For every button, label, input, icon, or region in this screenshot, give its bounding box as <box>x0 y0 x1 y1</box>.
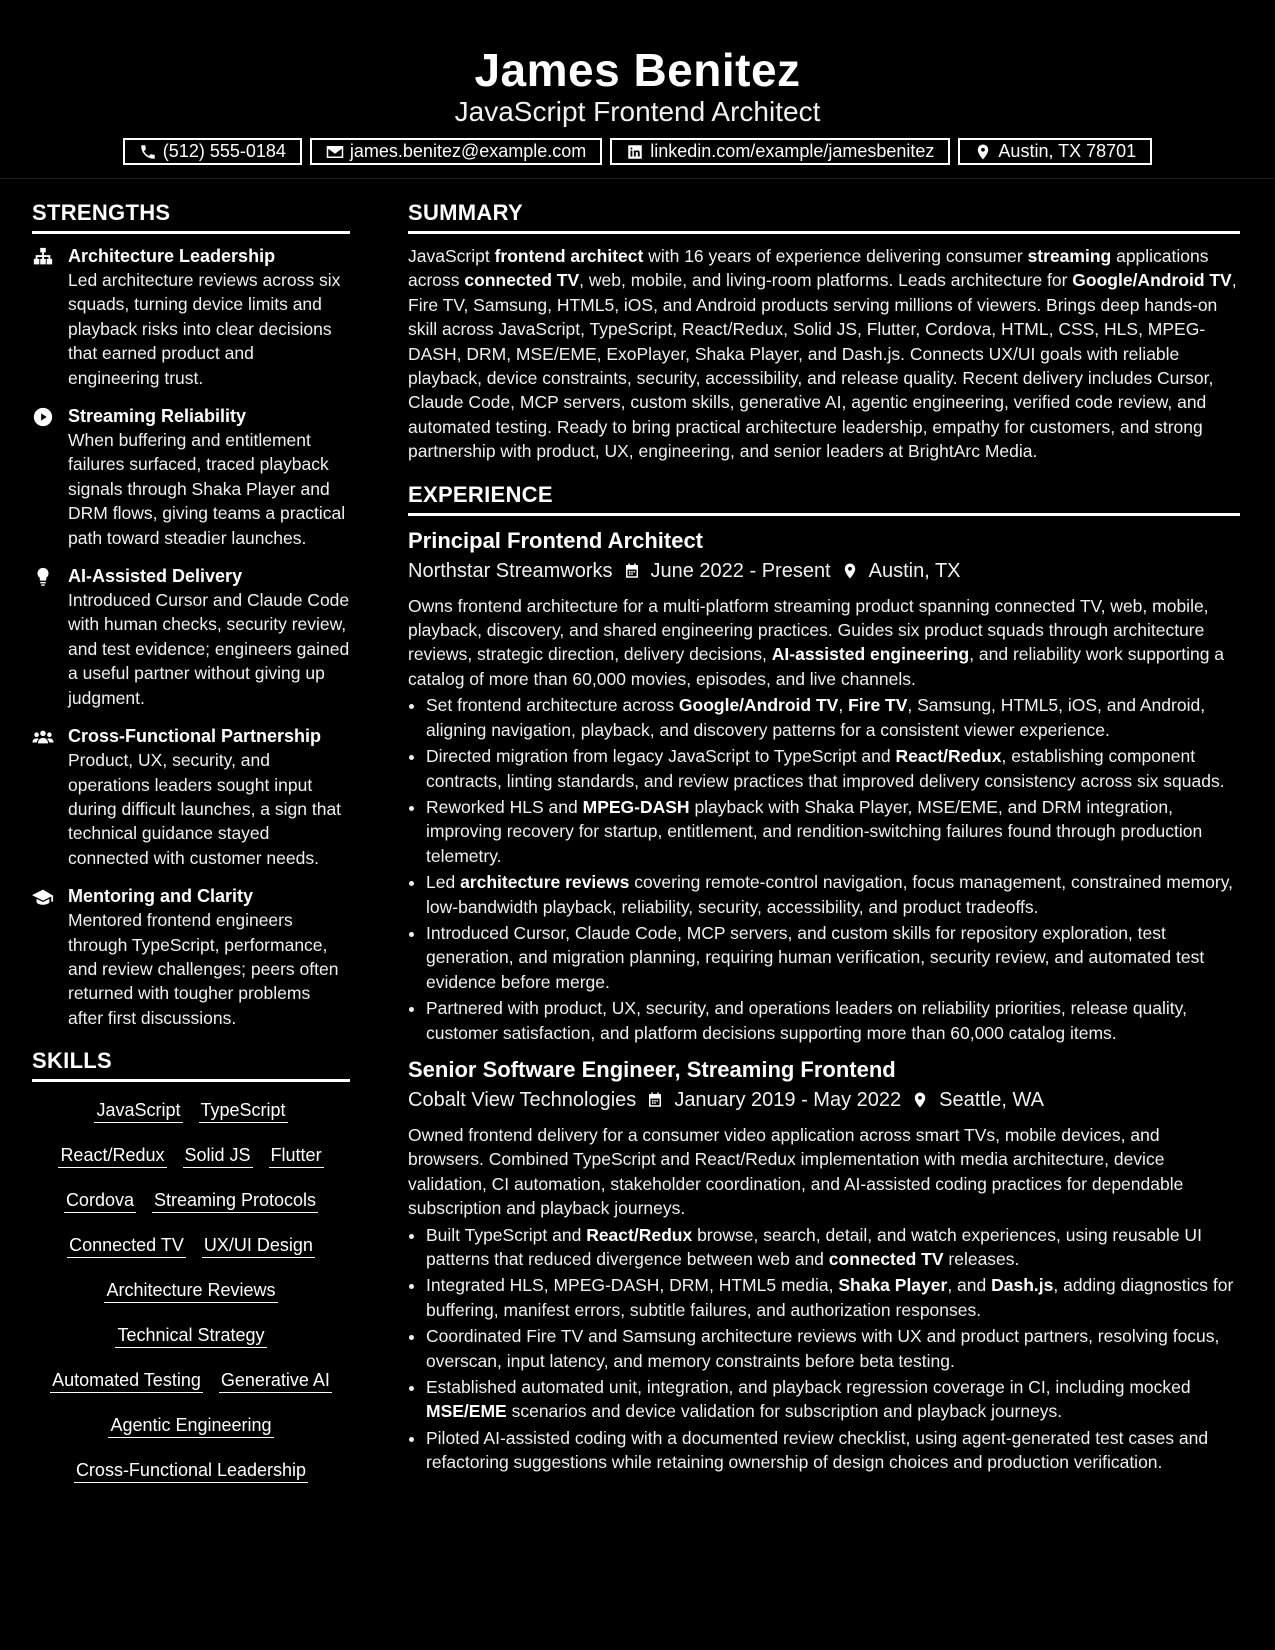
strength-title: Architecture Leadership <box>68 246 276 266</box>
strength-body <box>68 564 350 710</box>
strength-body <box>68 724 350 870</box>
job-description <box>408 594 1240 692</box>
job-location: Seattle, WA <box>939 1088 1044 1111</box>
text-segment: Coordinated Fire TV and Samsung architecture reviews with UX and product partners, resolving focus, overscan, input latency, and memory constraints before beta testing. <box>426 1326 1220 1371</box>
emphasis-text: Fire TV <box>848 695 908 716</box>
skill-tag: Solid JS <box>183 1143 253 1168</box>
summary-text <box>408 244 1240 464</box>
sitemap-icon <box>32 246 54 268</box>
summary-heading: SUMMARY <box>408 196 1240 234</box>
emphasis-text: connected TV <box>828 1249 944 1269</box>
skill-tag: Cordova <box>64 1188 136 1213</box>
contact-item[interactable] <box>310 138 602 165</box>
emphasis-text: MPEG-DASH <box>582 796 690 817</box>
emphasis-text: React/Redux <box>586 1224 693 1245</box>
text-segment: JavaScript <box>408 246 495 266</box>
job-company: Northstar Streamworks <box>408 559 613 582</box>
text-segment: with 16 years of experience delivering consumer <box>643 246 1028 266</box>
envelope-icon <box>326 143 344 161</box>
text-segment: Partnered with product, UX, security, and operations leaders on reliability priorities, release quality, customer satisfaction, and platform decisions supporting more than 60,000 catalog items. <box>426 998 1187 1043</box>
left-column <box>32 196 350 1497</box>
strength-icon-wrap <box>32 884 56 1030</box>
linkedin-icon <box>626 143 644 161</box>
job-dates: January 2019 - May 2022 <box>674 1088 902 1111</box>
lightbulb-icon <box>32 566 54 588</box>
skill-tag: UX/UI Design <box>202 1233 315 1258</box>
skill-tag: Architecture Reviews <box>104 1278 277 1303</box>
job-location: Austin, TX <box>868 559 961 582</box>
strength-item <box>32 244 350 390</box>
calendar-icon <box>623 562 641 580</box>
emphasis-text: React/Redux <box>895 746 1002 767</box>
text-segment: Directed migration from legacy JavaScript to TypeScript and <box>426 746 896 767</box>
job-meta <box>408 1085 1240 1115</box>
strength-desc: Led architecture reviews across six squads, turning device limits and playback risks into clear decisions that earned product and engineering trust. <box>68 270 341 388</box>
contact-text: james.benitez@example.com <box>349 141 587 161</box>
strength-body <box>68 244 350 390</box>
skills-list <box>32 1092 350 1497</box>
emphasis-text: frontend architect <box>494 246 644 266</box>
strength-title: AI-Assisted Delivery <box>68 566 243 587</box>
text-segment: browse, search, detail, and watch experiences, using reusable UI patterns that reduced divergence between web and <box>426 1224 1202 1269</box>
text-segment: Built TypeScript and <box>426 1224 587 1245</box>
strength-title: Streaming Reliability <box>68 406 247 427</box>
text-segment: Led <box>426 872 461 893</box>
text-segment: Established automated unit, integration, and playback regression coverage in CI, including mocked <box>426 1377 1191 1398</box>
job-bullet <box>426 921 1240 994</box>
right-column <box>408 196 1240 1485</box>
skill-row <box>32 1362 350 1407</box>
emphasis-text: Dash.js <box>991 1275 1054 1296</box>
contact-item <box>958 138 1152 165</box>
text-segment: applications across <box>408 246 1209 291</box>
job-meta <box>408 556 1240 586</box>
play-circle-icon <box>32 406 54 428</box>
skill-row <box>32 1407 350 1452</box>
skill-row <box>32 1317 350 1362</box>
job-description <box>408 1123 1240 1221</box>
text-segment: , web, mobile, and living-room platforms. Leads architecture for <box>579 270 1073 291</box>
text-segment: scenarios and device validation for subscription and playback journeys. <box>506 1401 1063 1422</box>
candidate-name: James Benitez <box>474 44 801 96</box>
job-bullet <box>426 1324 1240 1373</box>
text-segment: covering remote-control navigation, focus management, constrained memory, low-bandwidth playback, reliability, security, accessibility, and product tradeoffs. <box>426 872 1234 917</box>
skill-tag: Technical Strategy <box>115 1323 266 1348</box>
strengths-heading: STRENGTHS <box>32 196 350 234</box>
job-bullet <box>426 795 1240 868</box>
contact-text: (512) 555-0184 <box>162 141 286 161</box>
strength-item <box>32 564 350 710</box>
text-segment: , adding diagnostics for buffering, manifest errors, subtitle failures, and authorization responses. <box>426 1275 1234 1320</box>
strengths-list <box>32 244 350 1030</box>
strength-desc: Mentored frontend engineers through TypeScript, performance, and review challenges; peers often returned with tougher problems after first discussions. <box>68 910 339 1028</box>
job-entry <box>408 526 1240 1045</box>
text-segment: Owned frontend delivery for a consumer video application across smart TVs, mobile devices, and browsers. Combined TypeScript and React/Redux implementation with media architecture, device validation, CI automation, stakeholder coordination, and AI-assisted coding practices for dependable subscription and playback journeys. <box>408 1124 1184 1219</box>
job-bullets <box>408 693 1240 1045</box>
experience-list <box>408 526 1240 1475</box>
emphasis-text: Google/Android TV <box>1072 270 1232 291</box>
strength-item <box>32 884 350 1030</box>
graduation-cap-icon <box>32 886 54 908</box>
text-segment: , and reliability work supporting a catalog of more than 60,000 movies, episodes, and live channels. <box>408 644 1225 689</box>
contact-item[interactable] <box>610 138 950 165</box>
skill-row <box>32 1227 350 1272</box>
emphasis-text: connected TV <box>464 270 580 291</box>
experience-heading: EXPERIENCE <box>408 478 1240 516</box>
strength-title: Mentoring and Clarity <box>68 886 254 907</box>
resume-header <box>0 0 1275 179</box>
skill-tag: Generative AI <box>219 1368 332 1393</box>
map-pin-icon <box>911 1091 929 1109</box>
skill-tag: Cross-Functional Leadership <box>74 1458 308 1483</box>
job-entry <box>408 1055 1240 1475</box>
skill-tag: Streaming Protocols <box>152 1188 318 1213</box>
emphasis-text: Google/Android TV <box>678 695 839 716</box>
users-icon <box>32 726 54 748</box>
skill-tag: TypeScript <box>199 1098 288 1123</box>
contact-text: linkedin.com/example/jamesbenitez <box>650 141 935 161</box>
contact-text: Austin, TX 78701 <box>998 141 1137 161</box>
contact-item[interactable] <box>123 138 302 165</box>
skill-tag: React/Redux <box>58 1143 166 1168</box>
job-bullet <box>426 1426 1240 1475</box>
emphasis-text: Shaka Player <box>838 1275 948 1296</box>
job-bullets <box>408 1223 1240 1475</box>
phone-icon <box>139 143 157 161</box>
text-segment: releases. <box>943 1249 1020 1269</box>
job-bullet <box>426 744 1240 793</box>
skill-tag: Connected TV <box>67 1233 186 1258</box>
job-bullet <box>426 693 1240 742</box>
strength-desc: Product, UX, security, and operations leaders sought input during difficult launches, a sign that technical guidance stayed connected with customer needs. <box>68 750 342 868</box>
emphasis-text: AI-assisted engineering <box>771 644 970 665</box>
skill-tag: JavaScript <box>94 1098 182 1123</box>
strength-icon-wrap <box>32 404 56 550</box>
skill-row <box>32 1182 350 1227</box>
text-segment: , Samsung, HTML5, iOS, and Android, aligning navigation, playback, and discovery patterns for a consistent viewer experience. <box>426 695 1206 740</box>
text-segment: Set frontend architecture across <box>426 695 679 716</box>
text-segment: , and <box>947 1275 992 1296</box>
job-bullet <box>426 1375 1240 1424</box>
strength-item <box>32 724 350 870</box>
text-segment: Piloted AI-assisted coding with a documented review checklist, using agent-generated test cases and refactoring suggestions while retaining ownership of design choices and production verification. <box>426 1427 1209 1473</box>
skill-tag: Agentic Engineering <box>108 1413 273 1438</box>
skills-heading: SKILLS <box>32 1044 350 1082</box>
strength-title: Cross-Functional Partnership <box>68 726 322 747</box>
job-bullet <box>426 1273 1240 1322</box>
emphasis-text: streaming <box>1027 246 1112 266</box>
contact-bar <box>0 138 1275 165</box>
job-title: Senior Software Engineer, Streaming Frontend <box>408 1056 896 1082</box>
strength-item <box>32 404 350 550</box>
text-segment: Introduced Cursor, Claude Code, MCP servers, and custom skills for repository exploration, test generation, and migration planning, requiring human verification, security review, and automated test evidence before merge. <box>426 922 1205 992</box>
skill-tag: Flutter <box>269 1143 324 1168</box>
skill-tag: Automated Testing <box>50 1368 203 1393</box>
strength-body <box>68 404 350 550</box>
skill-row <box>32 1452 350 1497</box>
job-dates: June 2022 - Present <box>650 559 831 582</box>
calendar-icon <box>646 1091 664 1109</box>
strength-body <box>68 884 350 1030</box>
candidate-title: JavaScript Frontend Architect <box>454 96 821 127</box>
job-title: Principal Frontend Architect <box>408 527 704 553</box>
strength-desc: When buffering and entitlement failures surfaced, traced playback signals through Shaka Player and DRM flows, giving teams a practical path toward steadier launches. <box>68 430 346 548</box>
strength-desc: Introduced Cursor and Claude Code with human checks, security review, and test evidence; engineers gained a useful partner without giving up judgment. <box>68 590 350 708</box>
skill-row <box>32 1092 350 1137</box>
strength-icon-wrap <box>32 724 56 870</box>
emphasis-text: architecture reviews <box>460 872 630 893</box>
text-segment: , Fire TV, Samsung, HTML5, iOS, and Android products serving millions of viewers. Brings deep hands-on skill across JavaScript, TypeScript, React/Redux, Solid JS, Flutter, Cordova, HTML, CSS, HLS, MPEG-DASH, DRM, MSE/EME, ExoPlayer, Shaka Player, and Dash.js. Connects UX/UI goals with reliable playback, device constraints, security, accessibility, and release quality. Recent delivery includes Cursor, Claude Code, MCP servers, custom skills, generative AI, agentic engineering, verified code review, and automated testing. Ready to bring practical architecture leadership, empathy for customers, and strong partnership with product, UX, engineering, and senior leaders at BrightArc Media. <box>408 270 1237 462</box>
text-segment: , <box>838 695 849 716</box>
text-segment: , establishing component contracts, linting standards, and review practices that improved delivery consistency across six squads. <box>426 746 1225 791</box>
strength-icon-wrap <box>32 564 56 710</box>
job-bullet <box>426 1223 1240 1272</box>
map-pin-icon <box>974 143 992 161</box>
emphasis-text: MSE/EME <box>426 1401 507 1422</box>
job-company: Cobalt View Technologies <box>408 1088 637 1111</box>
text-segment: Integrated HLS, MPEG-DASH, DRM, HTML5 media, <box>426 1275 839 1296</box>
strength-icon-wrap <box>32 244 56 390</box>
job-bullet <box>426 996 1240 1045</box>
skill-row <box>32 1272 350 1317</box>
skill-row <box>32 1137 350 1182</box>
map-pin-icon <box>841 562 859 580</box>
job-bullet <box>426 870 1240 919</box>
text-segment: Reworked HLS and <box>426 796 583 817</box>
text-segment: Owns frontend architecture for a multi-platform streaming product spanning connected TV, web, mobile, playback, discovery, and shared engineering practices. Guides six product squads through architecture reviews, strategic direction, delivery decisions, <box>408 595 1209 665</box>
text-segment: playback with Shaka Player, MSE/EME, and DRM integration, improving recovery for startup, entitlement, and rendition-switching failures found through production telemetry. <box>426 796 1203 866</box>
